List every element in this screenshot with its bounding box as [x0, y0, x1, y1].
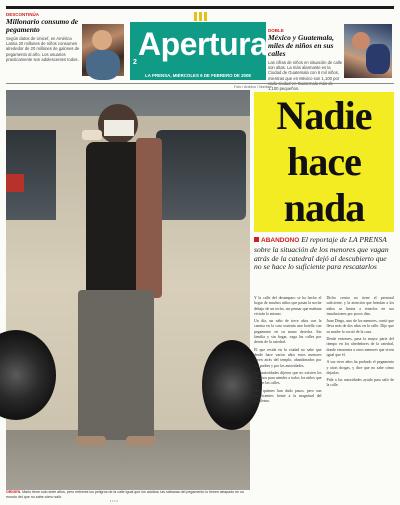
right-teaser-kicker: DOBLE	[268, 28, 284, 33]
section-title: Apertura	[138, 26, 268, 62]
paragraph: Las autoridades dijeron que no existen los recursos para atender a todos los niños que hay en las calles.	[254, 370, 322, 386]
paragraph: Dicho centro no tiene el personal suficiente, y la atención que brindan a los niños se limita a tenerlos en sus instalaciones por pocos días.	[326, 296, 394, 316]
paragraph: Un día, un niño de trece años con la camisa en la cara sostenía una botella con pegamento en su mano derecha. Sin familia y sin hogar, vaga las calles por detrás de la catedral.	[254, 319, 322, 345]
headline-line-1: Nadie	[276, 93, 372, 138]
photo-credit: Foto / Archivo / Nombre	[234, 85, 272, 89]
left-teaser-photo	[82, 24, 124, 76]
left-teaser-headline: Millonario consumo de pegamento	[6, 17, 79, 34]
main-headline[interactable]	[254, 92, 394, 232]
section-masthead	[130, 22, 266, 72]
top-rule	[6, 6, 394, 9]
paragraph: Desde entonces, pasa la mayor parte del tiempo en los alrededores de la catedral, donde encuentra a otros menores que viven igual que él.	[326, 337, 394, 357]
paragraph: Pide a las autoridades ayuda para salir de la calle.	[326, 378, 394, 388]
deck-text: El reportaje de LA PRENSA sobre la situación de los menores que vagan atrás de la catedral dejó al descubierto que no se hace lo suficiente para rescatarlos	[254, 235, 389, 272]
header-rule	[6, 83, 394, 84]
page-folio: • • • •	[110, 499, 118, 503]
photo-caption	[6, 490, 250, 499]
main-photo	[6, 90, 250, 490]
paragraph: Hay quienes han dado pasos, pero son insuficientes frente a la magnitud del problema.	[254, 388, 322, 404]
deck	[254, 236, 394, 272]
page-number: 2	[133, 59, 137, 66]
right-teaser-headline: México y Guatemala, miles de niños en sus calles	[268, 33, 335, 58]
left-teaser-kicker: DESCONTINÚA	[6, 12, 40, 17]
photo-car-window	[156, 130, 246, 220]
deck-kicker: ABANDONO	[261, 237, 300, 244]
photo-boy-foot-left	[76, 436, 106, 446]
headline-line-3: nada	[283, 185, 365, 230]
article-column-2	[327, 296, 395, 502]
paragraph: A sus trece años ha probado el pegamento y otras drogas, y dice que no sabe cómo dejarlas.	[326, 360, 394, 375]
right-teaser-photo	[344, 24, 392, 78]
photo-bottle	[82, 130, 102, 140]
photo-boy-foot-right	[126, 436, 156, 446]
photo-boy-pants	[78, 290, 154, 440]
caption-text: Mario tiene solo siete años, pero enfrenta los peligros de la calle igual que los adultos; las sábanas del pegamento lo tienen atrapado en un mundo del que no sabe cómo salir.	[6, 490, 245, 499]
deck-square-icon	[254, 237, 259, 242]
right-teaser-body: Las cifras de niños en situación de calle son altas. La más alarmante es la Ciudad de Guatemala con 6 mil niños, mientras que en México son 1,100 por 1,100 pequeños.	[268, 60, 343, 92]
paragraph: El que reside en la ciudad no sabe que desde hace varios años estos menores viven atrás del templo, abandonados por sus padres y por las autoridades.	[254, 347, 322, 368]
photo-wheel-right	[202, 340, 262, 430]
masthead-decoration	[194, 12, 207, 21]
article-column-1	[254, 296, 322, 502]
headline-line-2: hace	[287, 139, 361, 184]
right-teaser[interactable]	[268, 28, 344, 92]
left-teaser-body: Según datos de Unicef, en América Latina 20 millones de niños consumen alrededor de 20 millones de galones de pegamento al año. Los usuarios practicamente son adolescentes todos.	[6, 36, 80, 62]
left-teaser[interactable]	[6, 12, 82, 80]
paragraph: Y la calle del desamparo se ha hecho el hogar de muchos niños que pasan la noche debajo de un techo, sin pensar que mañana vivirán lo mismo.	[254, 296, 322, 316]
article-body	[254, 296, 394, 502]
photo-cloth	[136, 138, 162, 298]
photo-face-blur	[104, 120, 134, 136]
caption-kicker: ORIGEN.	[6, 490, 22, 494]
paragraph: Juan Diego, uno de los menores, contó que lleva más de dos años en la calle. Dijo que su madre lo corrió de la casa.	[326, 319, 394, 334]
date-line: LA PRENSA, MIÉRCOLES 6 DE FEBRERO DE 2008	[130, 72, 266, 80]
photo-taillight	[6, 174, 24, 192]
